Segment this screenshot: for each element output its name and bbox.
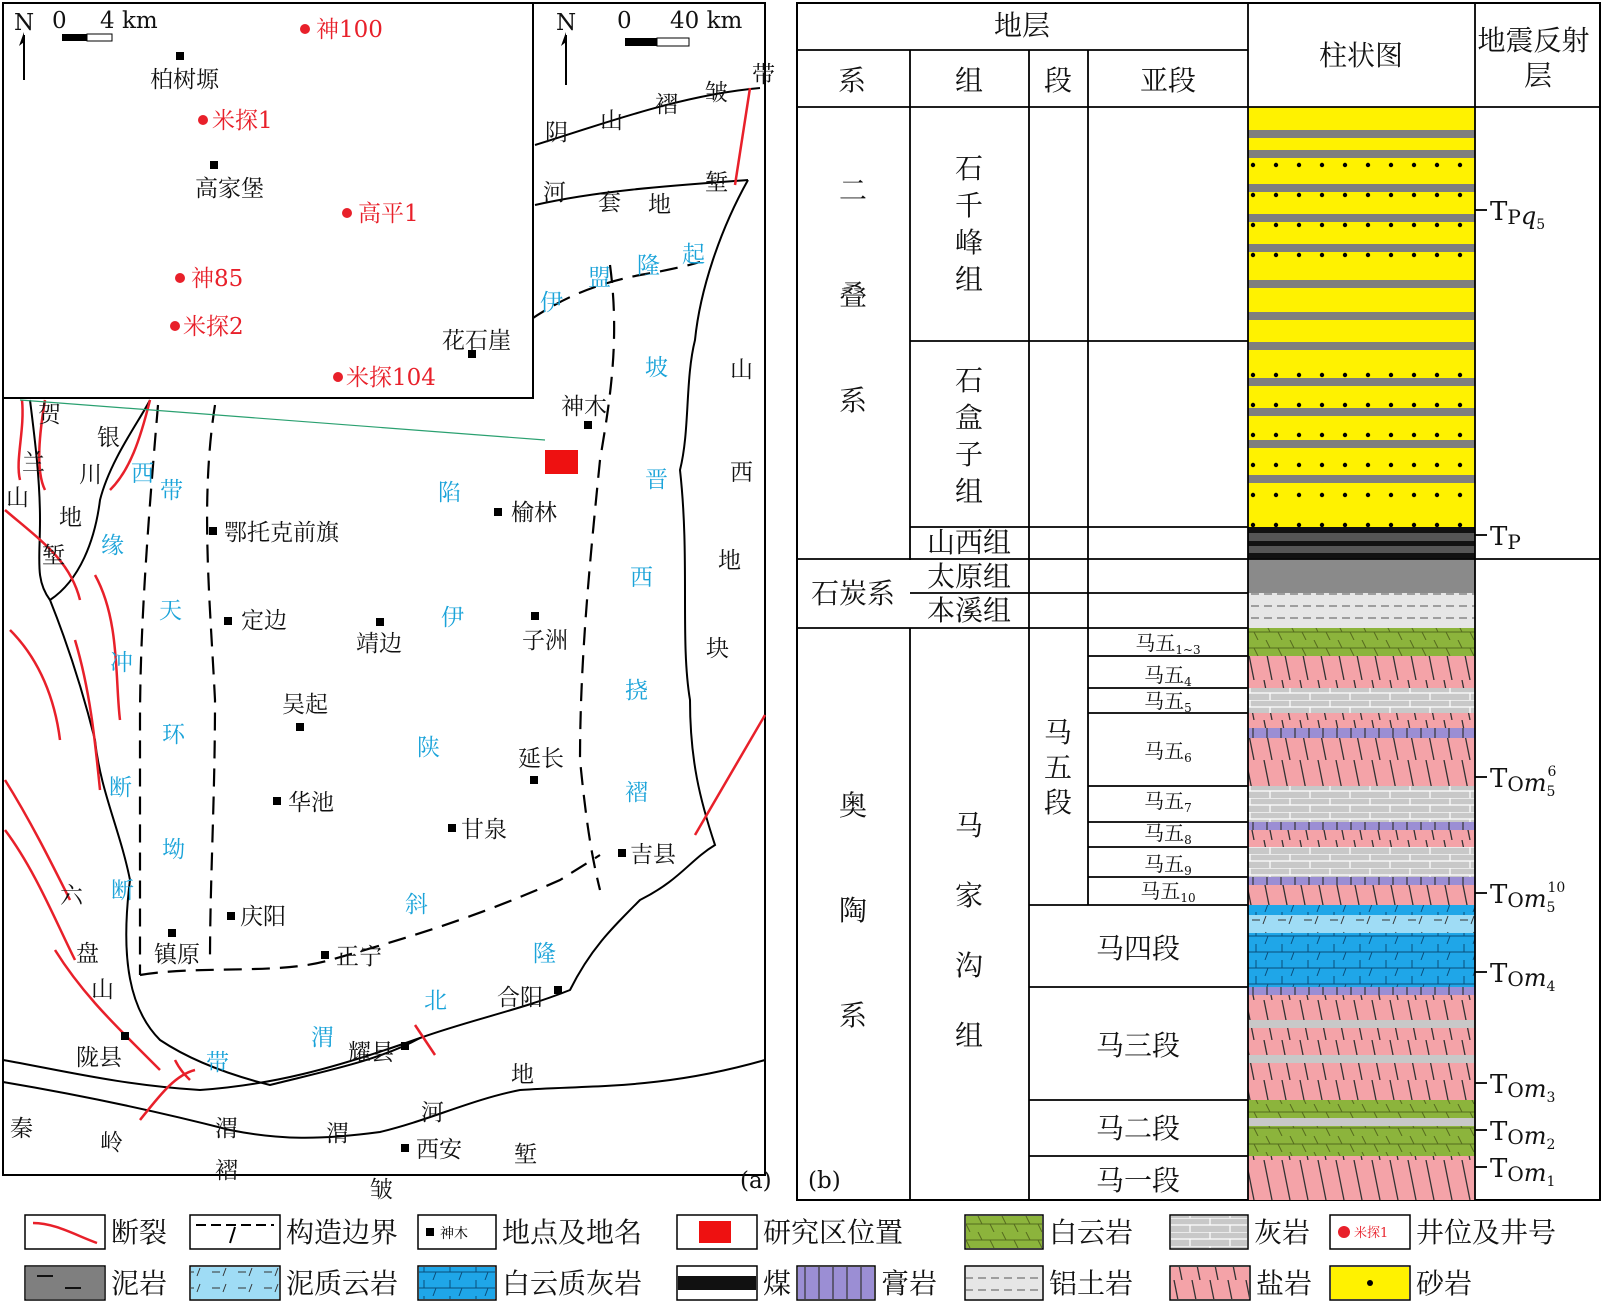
reflector-label: TOm4 [1490, 959, 1556, 995]
city-label: 吴起 [282, 692, 328, 718]
region-char: 地 [511, 1062, 534, 1088]
legend-item [797, 1266, 937, 1300]
city-label: 正宁 [336, 944, 382, 970]
city-label: 合阳 [497, 985, 543, 1011]
formation-shihezi [955, 364, 983, 508]
region-char: 环 [162, 722, 185, 748]
submember-label: 马五$_{1\sim 3}$ [1135, 631, 1201, 657]
legend-label: 地点及地名 [502, 1216, 643, 1249]
header-column: 柱状图 [1318, 39, 1404, 72]
mudstone-band [1248, 475, 1475, 483]
region-char: 缘 [101, 533, 124, 559]
legend-item [418, 1215, 642, 1249]
region-char: 带 [752, 62, 775, 88]
reflector-label: TOm3 [1490, 1070, 1556, 1106]
inset-scale-zero: 0 [52, 8, 67, 34]
city-label: 定边 [241, 608, 287, 634]
m5-6-unit [1248, 713, 1475, 786]
region-char: 起 [682, 242, 705, 268]
legend-item [965, 1215, 1133, 1249]
region-char: 坳 [162, 837, 185, 863]
submember-label: 马五$_8$ [1144, 821, 1192, 847]
limestone-band [1248, 1055, 1475, 1063]
benxi-unit [1248, 593, 1475, 628]
svg-text:马: 马 [1043, 716, 1073, 749]
fault [695, 715, 765, 835]
svg-text:二: 二 [838, 174, 868, 207]
well-icon [1330, 1215, 1410, 1249]
legend-label: 构造边界 [286, 1216, 399, 1249]
city-label: 陇县 [76, 1045, 122, 1071]
region-char: 西 [630, 565, 653, 591]
region-char: 坡 [645, 355, 668, 381]
svg-text:米探1: 米探1 [1354, 1226, 1389, 1241]
member-m2: 马二段 [1095, 1112, 1181, 1145]
submember-label: 马五$_5$ [1144, 689, 1192, 715]
panel-b-frame [797, 3, 1600, 1200]
legend-label: 井位及井号 [1416, 1216, 1557, 1249]
city-label: 庆阳 [240, 904, 286, 930]
member-m3: 马三段 [1095, 1029, 1181, 1062]
weihe-south-boundary [3, 1060, 765, 1138]
region-char: 带 [206, 1050, 229, 1076]
legend-label: 研究区位置 [763, 1216, 904, 1249]
region-char: 银 [97, 425, 120, 451]
svg-text:千: 千 [954, 189, 984, 222]
mudstone-band [1248, 130, 1475, 138]
legend-item [1330, 1266, 1472, 1300]
system-permian [839, 174, 867, 417]
mudstone-band [1248, 378, 1475, 386]
region-char: 套 [598, 190, 621, 216]
legend-item [25, 1215, 167, 1249]
region-char: 西 [131, 461, 154, 487]
svg-text:组: 组 [954, 1019, 984, 1052]
mudstone-band [1248, 150, 1475, 158]
legend-item [1170, 1266, 1312, 1300]
submember-label: 马五$_4$ [1144, 663, 1192, 689]
east-dashed [580, 265, 614, 890]
city-label: 西安 [416, 1137, 462, 1163]
table-grid [797, 3, 1600, 1200]
place-label: 花石崖 [442, 328, 511, 354]
system-ordovician [839, 789, 867, 1032]
region-char: 渭 [215, 1116, 238, 1142]
region-char: 渭 [326, 1121, 349, 1147]
m1-unit [1248, 1156, 1475, 1200]
legend-label: 盐岩 [1256, 1267, 1313, 1300]
region-char: 堑 [705, 170, 728, 196]
legend [25, 1215, 1556, 1300]
svg-text:子: 子 [954, 438, 984, 471]
submember-label: 马五$_6$ [1144, 739, 1192, 765]
taiyuan-unit [1248, 559, 1475, 593]
study-area-icon [677, 1215, 757, 1249]
seismic-reflectors [1475, 197, 1565, 1190]
region-char: 隆 [533, 941, 556, 967]
region-char: 天 [159, 598, 182, 624]
bauxite-icon [965, 1266, 1043, 1300]
legend-item [1170, 1215, 1310, 1249]
svg-text:系: 系 [838, 384, 868, 417]
region-char: 晋 [645, 467, 668, 493]
legend-item [190, 1266, 398, 1300]
m5-5-unit [1248, 688, 1475, 713]
place-label: 柏树塬 [150, 67, 219, 93]
legend-label: 煤 [763, 1267, 792, 1300]
reflector-label: TOm1 [1490, 1154, 1556, 1190]
submember-label: 马五$_7$ [1144, 789, 1192, 815]
formation-shanxi: 山西组 [926, 526, 1012, 559]
dolomite-icon [965, 1215, 1043, 1249]
region-char: 盘 [76, 941, 99, 967]
city-label: 华池 [288, 790, 334, 816]
mudstone-band [1248, 408, 1475, 416]
svg-text:陶: 陶 [838, 894, 868, 927]
member-m4: 马四段 [1095, 932, 1181, 965]
region-char: 斜 [405, 892, 428, 918]
region-char: 山 [600, 108, 623, 134]
coal-band [1248, 527, 1475, 533]
mudstone-band [1248, 342, 1475, 350]
mudstone-band [1248, 440, 1475, 448]
boundary-icon [190, 1215, 280, 1249]
legend-label: 砂岩 [1416, 1267, 1473, 1300]
study-area-marker [545, 450, 578, 474]
region-char: 断 [111, 878, 134, 904]
m5-4-unit [1248, 656, 1475, 688]
fault [95, 575, 120, 720]
region-char: 挠 [625, 678, 648, 704]
region-char: 堑 [514, 1142, 537, 1168]
lithology-column [1248, 107, 1475, 1200]
well-label: 神85 [191, 266, 244, 292]
gypsum-band [1248, 987, 1475, 995]
svg-text:神木: 神木 [440, 1226, 468, 1242]
well-label: 米探104 [346, 365, 436, 391]
region-char: 贺 [38, 402, 61, 428]
gypsum-band [1248, 822, 1475, 830]
svg-text:奥: 奥 [838, 789, 868, 822]
legend-item [418, 1266, 642, 1300]
region-char: 西 [730, 460, 753, 486]
city-label: 耀县 [348, 1040, 394, 1066]
sandstone-icon [1330, 1266, 1410, 1300]
city-label: 延长 [518, 746, 564, 772]
header-system: 系 [837, 64, 867, 97]
gypsum-icon [797, 1266, 875, 1300]
city-label: 榆林 [511, 500, 557, 526]
m3-unit [1248, 987, 1475, 1100]
region-char: 堑 [42, 543, 65, 569]
region-char: 北 [424, 988, 447, 1014]
fault-icon [25, 1215, 105, 1249]
region-char: 河 [421, 1100, 444, 1126]
panel-b-column [797, 3, 1600, 1200]
gypsum-band [1248, 877, 1475, 885]
fault [175, 1060, 190, 1080]
region-char: 渭 [311, 1025, 334, 1051]
legend-item [1330, 1215, 1556, 1249]
header-formation: 组 [954, 64, 984, 97]
fault [735, 88, 750, 185]
legend-item [965, 1266, 1133, 1300]
panel-a-map [3, 3, 775, 1203]
legend-label: 泥质云岩 [286, 1267, 399, 1300]
region-char: 山 [730, 357, 753, 383]
region-char: 隆 [637, 253, 660, 279]
gypsum-band [1248, 728, 1475, 738]
west-margin-dashed-1 [140, 405, 158, 975]
reflector-label: TOm2 [1490, 1117, 1556, 1153]
mudstone-icon [25, 1266, 105, 1300]
city-label: 吉县 [630, 842, 676, 868]
m5-1-3-unit [1248, 628, 1475, 656]
coal-icon [677, 1266, 757, 1300]
well-label: 神100 [316, 17, 383, 43]
place-icon [418, 1215, 496, 1249]
formation-majiagou [955, 809, 983, 1052]
legend-label: 白云岩 [1049, 1216, 1134, 1249]
legend-item [677, 1215, 903, 1249]
legend-label: 断裂 [111, 1216, 168, 1249]
region-char: 山 [91, 977, 114, 1003]
city-label: 镇原 [154, 942, 200, 968]
region-char: 褶 [215, 1158, 238, 1184]
west-margin-dashed-2 [207, 405, 215, 960]
member-m1: 马一段 [1095, 1164, 1181, 1197]
mudstone-band [1248, 312, 1475, 320]
legend-label: 铝土岩 [1049, 1267, 1134, 1300]
reflector-label: TOm56 [1490, 764, 1557, 800]
main-north-arrow [556, 10, 576, 85]
legend-item [25, 1266, 167, 1300]
region-char: 兰 [22, 450, 45, 476]
limestone-icon [1170, 1215, 1248, 1249]
dolomitic-limestone-icon [418, 1266, 496, 1300]
place-label: 高家堡 [195, 176, 264, 202]
region-char: 块 [706, 636, 729, 662]
legend-label: 灰岩 [1254, 1216, 1311, 1249]
mudstone-band [1248, 214, 1475, 222]
region-char: 地 [718, 548, 741, 574]
argillaceous-dolomite-band [1248, 915, 1475, 933]
submember-label: 马五$_9$ [1144, 852, 1192, 878]
system-carboniferous: 石炭系 [810, 577, 896, 610]
region-char: 褶 [625, 780, 648, 806]
main-scale-bar [617, 8, 743, 46]
member-m5 [1044, 716, 1072, 819]
header-strata: 地层 [993, 9, 1051, 42]
argillaceous-dolomite-icon [190, 1266, 280, 1300]
well-label: 米探1 [212, 108, 273, 134]
svg-text:组: 组 [954, 475, 984, 508]
region-char: 岭 [100, 1130, 123, 1156]
header-member: 段 [1043, 64, 1073, 97]
region-char: 盟 [588, 265, 611, 291]
region-char: 冲 [110, 650, 133, 676]
panel-a-label: (a) [740, 1168, 772, 1194]
formation-taiyuan: 太原组 [926, 560, 1012, 593]
region-char: 阴 [545, 120, 568, 146]
svg-text:五: 五 [1043, 751, 1073, 784]
city-label: 子洲 [522, 628, 568, 654]
svg-text:盒: 盒 [954, 401, 984, 434]
main-scale-zero: 0 [617, 8, 632, 34]
region-char: 地 [648, 192, 671, 218]
reflector-label: TPq5 [1490, 197, 1546, 233]
submember-labels [1135, 631, 1200, 905]
formation-shiqianfeng [955, 152, 983, 296]
limestone-band [1248, 1118, 1475, 1126]
region-char: 伊 [441, 605, 464, 631]
region-char: 地 [59, 505, 82, 531]
header-seismic: 地震反射 层 [1477, 24, 1590, 92]
mudstone-band [1248, 244, 1475, 252]
region-char: 皱 [705, 80, 728, 106]
city-label: 鄂托克前旗 [224, 520, 339, 546]
svg-text:叠: 叠 [838, 279, 868, 312]
legend-item [190, 1215, 398, 1249]
region-char: 断 [109, 775, 132, 801]
svg-text:石: 石 [954, 152, 984, 185]
legend-item [677, 1266, 791, 1300]
region-char: 六 [60, 883, 83, 909]
fault [10, 630, 60, 740]
region-char: 陕 [417, 735, 440, 761]
inset-map [3, 3, 545, 440]
panel-b-label: (b) [808, 1168, 841, 1194]
region-char: 伊 [540, 290, 563, 316]
cities [76, 394, 676, 1163]
svg-text:系: 系 [838, 999, 868, 1032]
coal-band [1248, 553, 1475, 558]
well-label: 高平1 [358, 201, 419, 227]
region-char: 陷 [438, 480, 461, 506]
salt-icon [1170, 1266, 1250, 1300]
svg-text:石: 石 [954, 364, 984, 397]
m2-unit [1248, 1100, 1475, 1156]
submember-label: 马五$_{10}$ [1140, 879, 1196, 905]
svg-text:峰: 峰 [954, 226, 984, 259]
region-char: 皱 [370, 1177, 393, 1203]
svg-text:沟: 沟 [954, 949, 984, 982]
city-label: 神木 [561, 394, 607, 420]
inset-scale-value: 4 km [100, 8, 158, 34]
reflector-label: TOm510 [1490, 880, 1566, 916]
mudstone-band [1248, 280, 1475, 288]
main-scale-value: 40 km [670, 8, 743, 34]
m5-7-unit [1248, 786, 1475, 822]
svg-text:段: 段 [1043, 786, 1073, 819]
main-north-label: N [556, 10, 577, 36]
region-char: 褶 [655, 92, 678, 118]
header-submember: 亚段 [1139, 64, 1197, 97]
legend-label: 膏岩 [881, 1267, 938, 1300]
well-label: 米探2 [183, 314, 244, 340]
inset-north-label: N [14, 10, 35, 36]
region-char: 带 [160, 478, 183, 504]
legend-label: 白云质灰岩 [502, 1267, 643, 1300]
coal-band [1248, 541, 1475, 546]
region-char: 川 [79, 462, 102, 488]
city-label: 甘泉 [461, 817, 507, 843]
svg-text:组: 组 [954, 263, 984, 296]
reflector-label: TP [1490, 522, 1521, 554]
legend-label: 泥岩 [111, 1267, 168, 1300]
formation-benxi: 本溪组 [926, 594, 1012, 627]
mudstone-band [1248, 184, 1475, 192]
svg-text:马: 马 [954, 809, 984, 842]
limestone-band [1248, 1020, 1475, 1028]
region-char: 山 [6, 485, 29, 511]
m5-9-unit [1248, 847, 1475, 877]
region-char: 河 [543, 180, 566, 206]
city-label: 靖边 [356, 631, 402, 657]
svg-text:家: 家 [954, 879, 984, 912]
region-char: 秦 [10, 1116, 33, 1142]
